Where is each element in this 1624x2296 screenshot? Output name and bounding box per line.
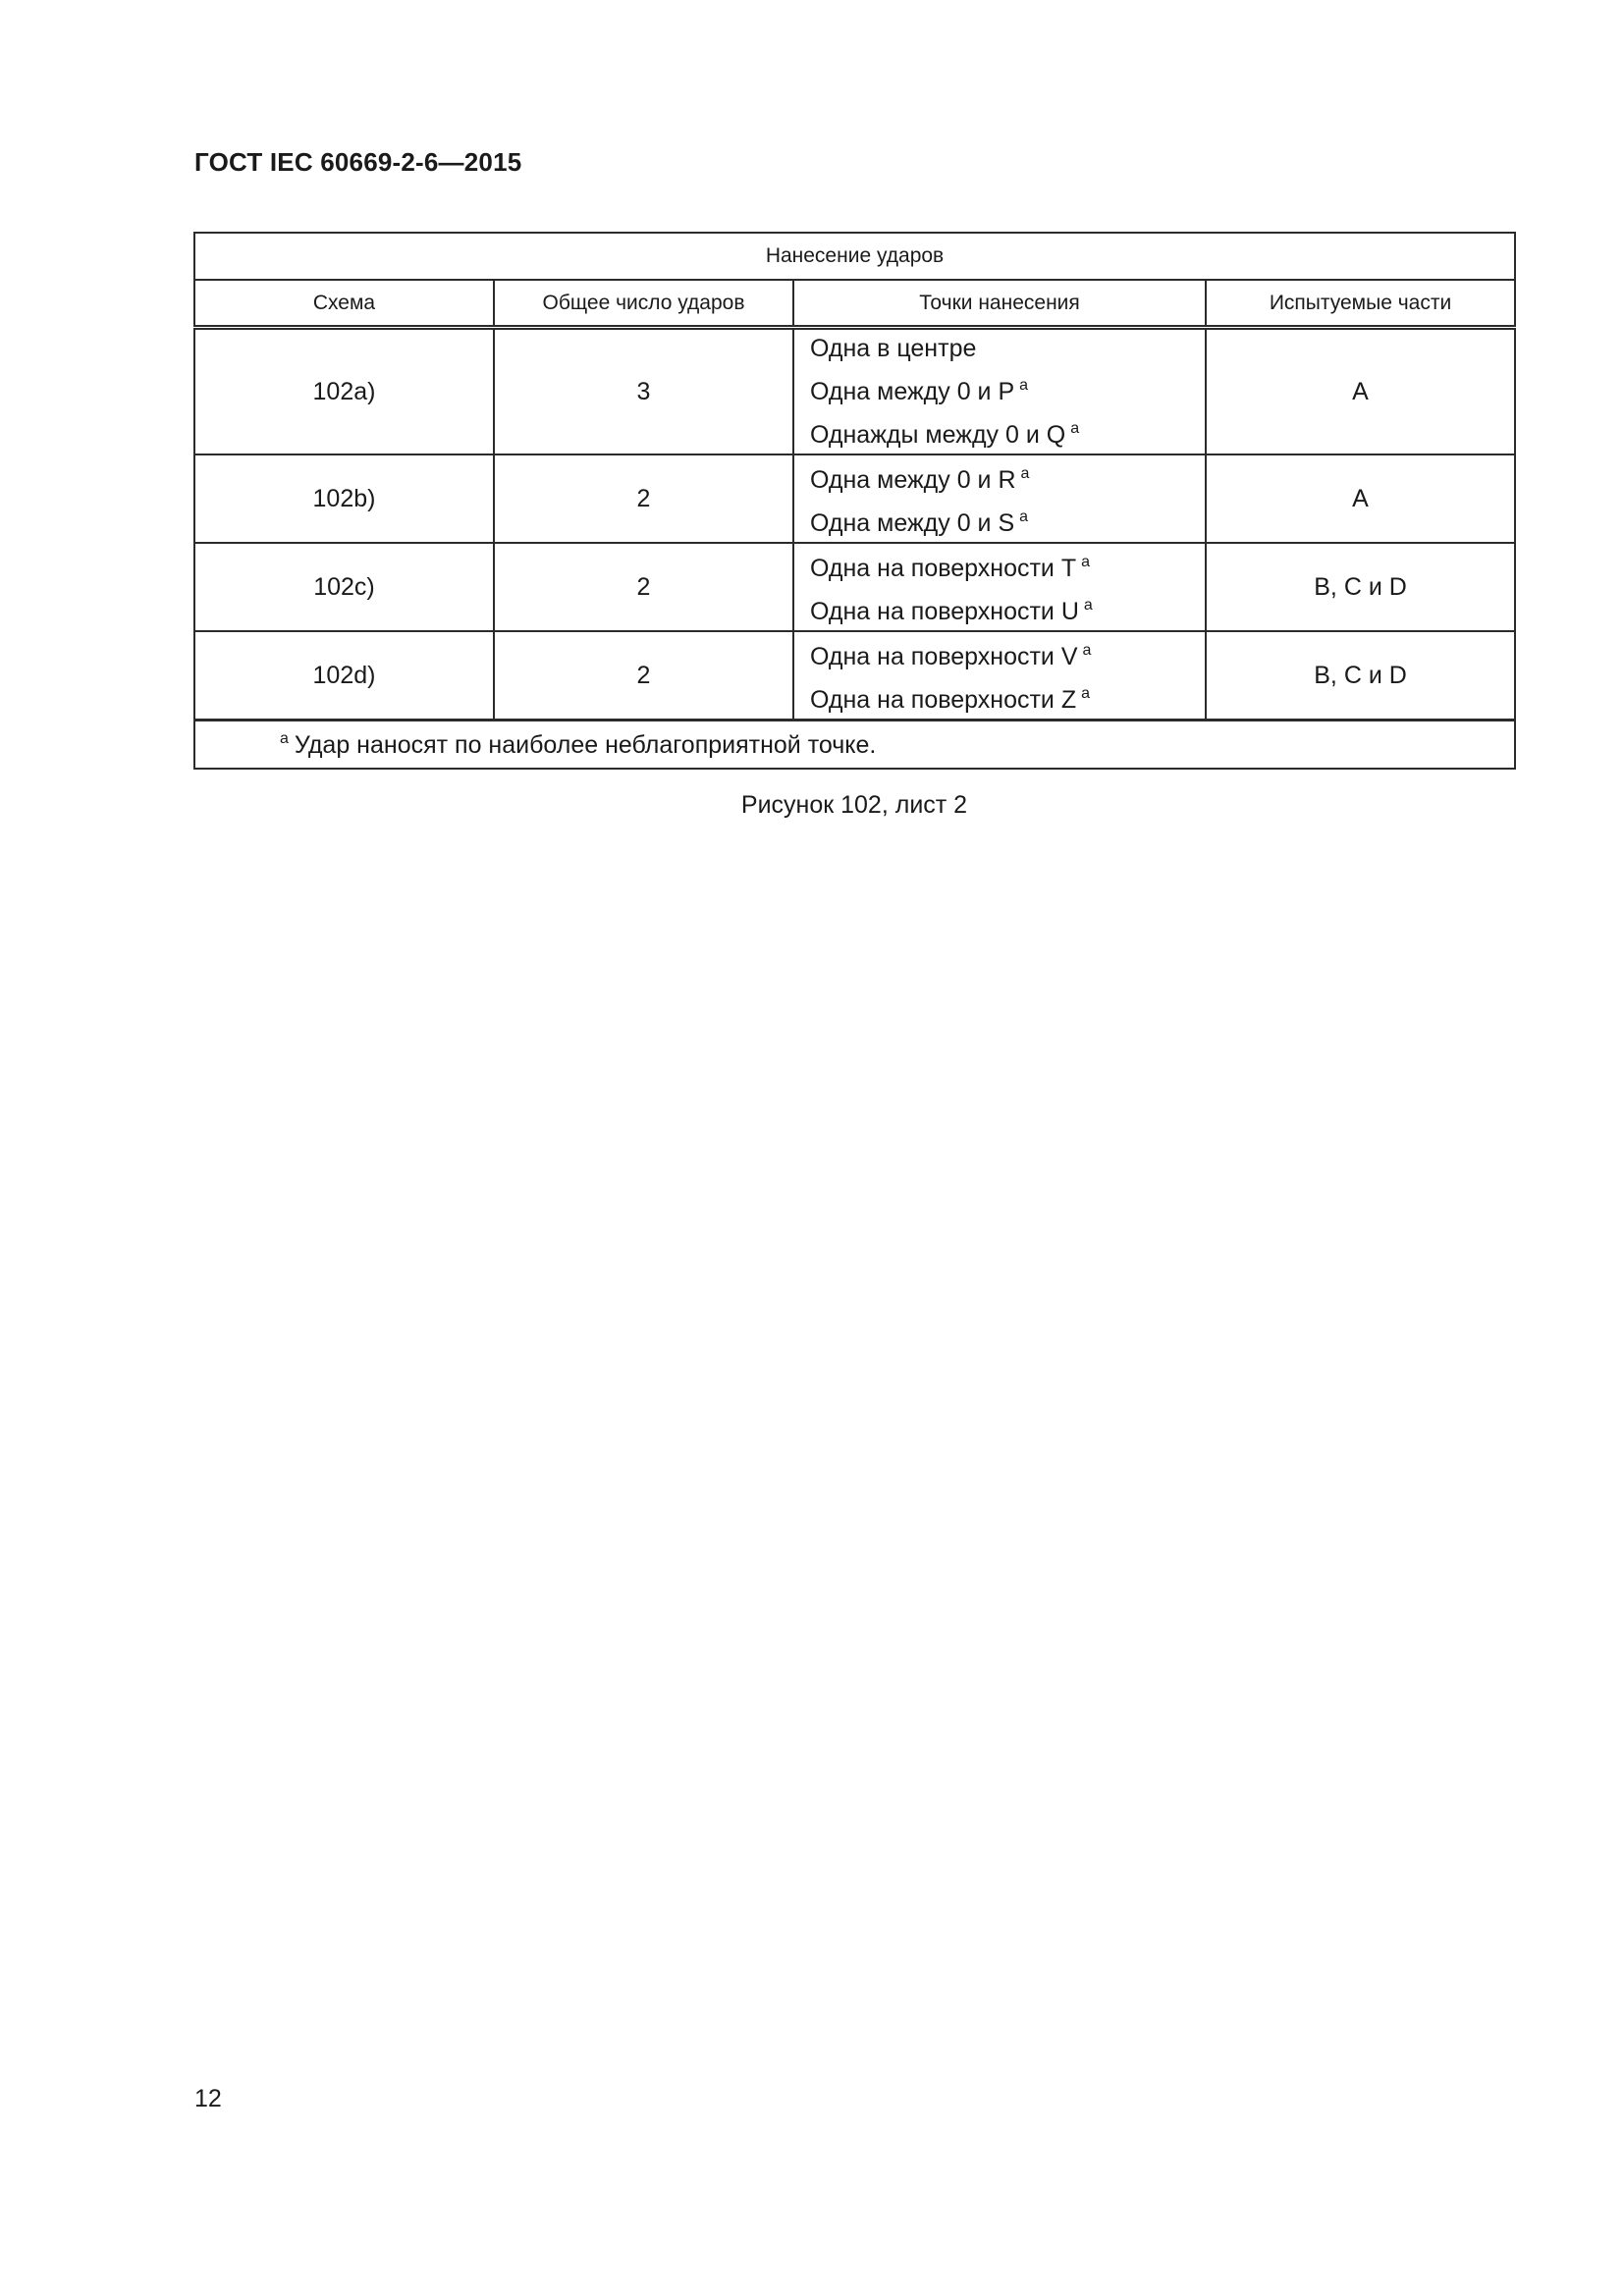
point-line xyxy=(810,499,1205,542)
footnote-cell xyxy=(194,721,1515,770)
page-number: 12 xyxy=(194,2085,222,2112)
column-header-parts: Испытуемые части xyxy=(1206,280,1515,328)
footnote-mark: a xyxy=(1019,377,1029,394)
count-cell: 2 xyxy=(494,454,793,543)
table-header-row xyxy=(194,280,1515,328)
points-cell xyxy=(793,328,1206,455)
point-line xyxy=(810,455,1205,499)
point-text: Одна на поверхности T xyxy=(810,555,1077,582)
point-line xyxy=(810,544,1205,587)
footnote-mark: a xyxy=(1081,554,1091,570)
point-line xyxy=(810,410,1205,454)
points-cell xyxy=(793,543,1206,631)
column-header-count: Общее число ударов xyxy=(494,280,793,328)
count-cell: 2 xyxy=(494,543,793,631)
point-text: Одна на поверхности Z xyxy=(810,686,1077,714)
points-cell xyxy=(793,631,1206,721)
footnote-mark: a xyxy=(1019,508,1029,525)
point-text: Одна в центре xyxy=(810,335,977,362)
points-cell xyxy=(793,454,1206,543)
point-text: Одна между 0 и S xyxy=(810,509,1015,537)
parts-cell: A xyxy=(1206,328,1515,455)
point-text: Одна на поверхности U xyxy=(810,598,1079,625)
table-row xyxy=(194,631,1515,721)
parts-cell: B, C и D xyxy=(1206,631,1515,721)
table-row xyxy=(194,454,1515,543)
footnote-text: Удар наносят по наиболее неблагоприятной точке. xyxy=(294,730,877,759)
table-row xyxy=(194,543,1515,631)
column-header-points: Точки нанесения xyxy=(793,280,1206,328)
point-line xyxy=(810,587,1205,630)
scheme-cell: 102b) xyxy=(194,454,494,543)
table-caption: Нанесение ударов xyxy=(194,233,1515,280)
point-text: Одна на поверхности V xyxy=(810,643,1078,670)
scheme-cell: 102a) xyxy=(194,328,494,455)
point-line xyxy=(810,632,1205,675)
count-cell: 2 xyxy=(494,631,793,721)
footnote-mark: a xyxy=(1070,420,1080,437)
point-line xyxy=(810,675,1205,719)
footnote-mark: a xyxy=(1081,685,1091,702)
point-line xyxy=(810,330,1205,367)
impact-table xyxy=(193,232,1516,770)
footnote-mark: a xyxy=(1083,597,1093,614)
column-header-scheme: Схема xyxy=(194,280,494,328)
document-header: ГОСТ IEC 60669-2-6—2015 xyxy=(194,147,522,177)
footnote-row xyxy=(194,721,1515,770)
table-row xyxy=(194,328,1515,455)
point-text: Однажды между 0 и Q xyxy=(810,421,1066,449)
scheme-cell: 102c) xyxy=(194,543,494,631)
point-text: Одна между 0 и P xyxy=(810,378,1015,405)
figure-caption: Рисунок 102, лист 2 xyxy=(740,791,968,819)
parts-cell: B, C и D xyxy=(1206,543,1515,631)
point-line xyxy=(810,367,1205,410)
point-text: Одна между 0 и R xyxy=(810,466,1016,494)
footnote-mark: a xyxy=(280,729,289,747)
footnote-mark: a xyxy=(1082,642,1092,659)
footnote-mark: a xyxy=(1020,465,1030,482)
count-cell: 3 xyxy=(494,328,793,455)
parts-cell: A xyxy=(1206,454,1515,543)
scheme-cell: 102d) xyxy=(194,631,494,721)
